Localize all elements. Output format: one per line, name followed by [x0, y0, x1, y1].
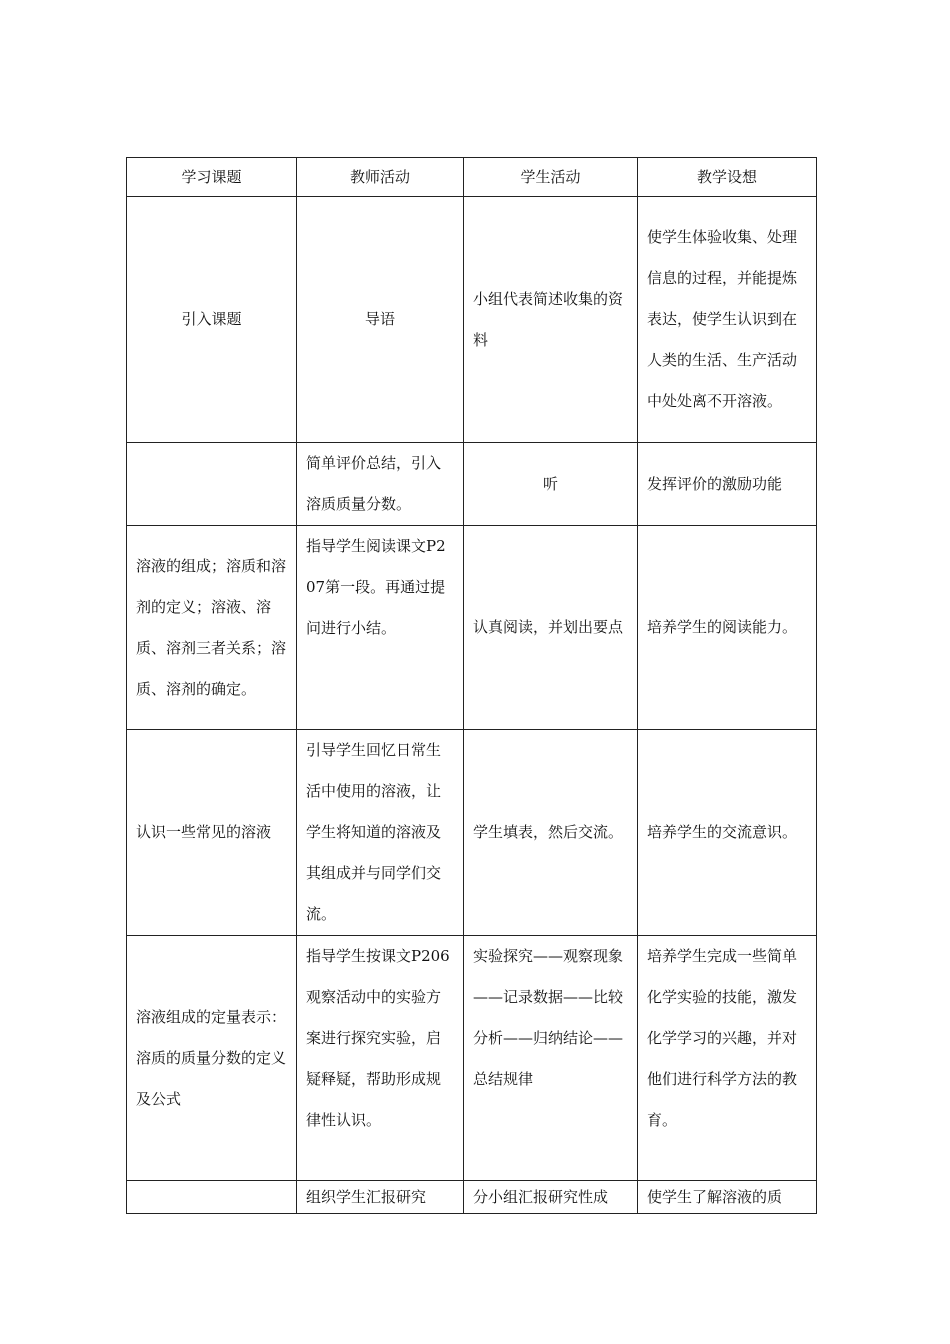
cell-idea: 发挥评价的激励功能 [638, 443, 817, 526]
header-topic: 学习课题 [127, 158, 297, 197]
table-row [127, 443, 817, 526]
cell-idea: 培养学生完成一些简单化学实验的技能，激发化学学习的兴趣，并对他们进行科学方法的教育。 [638, 936, 817, 1181]
table-row [127, 197, 817, 443]
header-teacher-activity: 教师活动 [297, 158, 464, 197]
table-row [127, 730, 817, 936]
header-teaching-idea: 教学设想 [638, 158, 817, 197]
cell-student: 认真阅读，并划出要点 [464, 526, 638, 730]
cell-student: 实验探究——观察现象——记录数据——比较分析——归纳结论——总结规律 [464, 936, 638, 1181]
lesson-plan-table [126, 157, 817, 1214]
cell-idea: 培养学生的阅读能力。 [638, 526, 817, 730]
cell-idea: 培养学生的交流意识。 [638, 730, 817, 936]
cell-teacher: 导语 [297, 197, 464, 443]
cell-teacher: 指导学生阅读课文P207第一段。再通过提问进行小结。 [297, 526, 464, 730]
cell-topic [127, 443, 297, 526]
table-row [127, 1181, 817, 1214]
cell-topic: 溶液组成的定量表示：溶质的质量分数的定义及公式 [127, 936, 297, 1181]
cell-topic [127, 1181, 297, 1214]
cell-idea: 使学生了解溶液的质 [638, 1181, 817, 1214]
cell-topic: 引入课题 [127, 197, 297, 443]
header-student-activity: 学生活动 [464, 158, 638, 197]
table-row [127, 936, 817, 1181]
cell-teacher: 指导学生按课文P206观察活动中的实验方案进行探究实验，启疑释疑，帮助形成规律性认识。 [297, 936, 464, 1181]
table-header-row [127, 158, 817, 197]
cell-teacher: 引导学生回忆日常生活中使用的溶液，让学生将知道的溶液及其组成并与同学们交流。 [297, 730, 464, 936]
cell-student: 听 [464, 443, 638, 526]
cell-topic: 溶液的组成；溶质和溶剂的定义；溶液、溶质、溶剂三者关系；溶质、溶剂的确定。 [127, 526, 297, 730]
cell-idea: 使学生体验收集、处理信息的过程，并能提炼表达，使学生认识到在人类的生活、生产活动中处处离不开溶液。 [638, 197, 817, 443]
cell-student: 小组代表简述收集的资料 [464, 197, 638, 443]
cell-topic: 认识一些常见的溶液 [127, 730, 297, 936]
table-row [127, 526, 817, 730]
cell-teacher: 简单评价总结，引入溶质质量分数。 [297, 443, 464, 526]
cell-teacher: 组织学生汇报研究 [297, 1181, 464, 1214]
cell-student: 学生填表，然后交流。 [464, 730, 638, 936]
cell-student: 分小组汇报研究性成 [464, 1181, 638, 1214]
